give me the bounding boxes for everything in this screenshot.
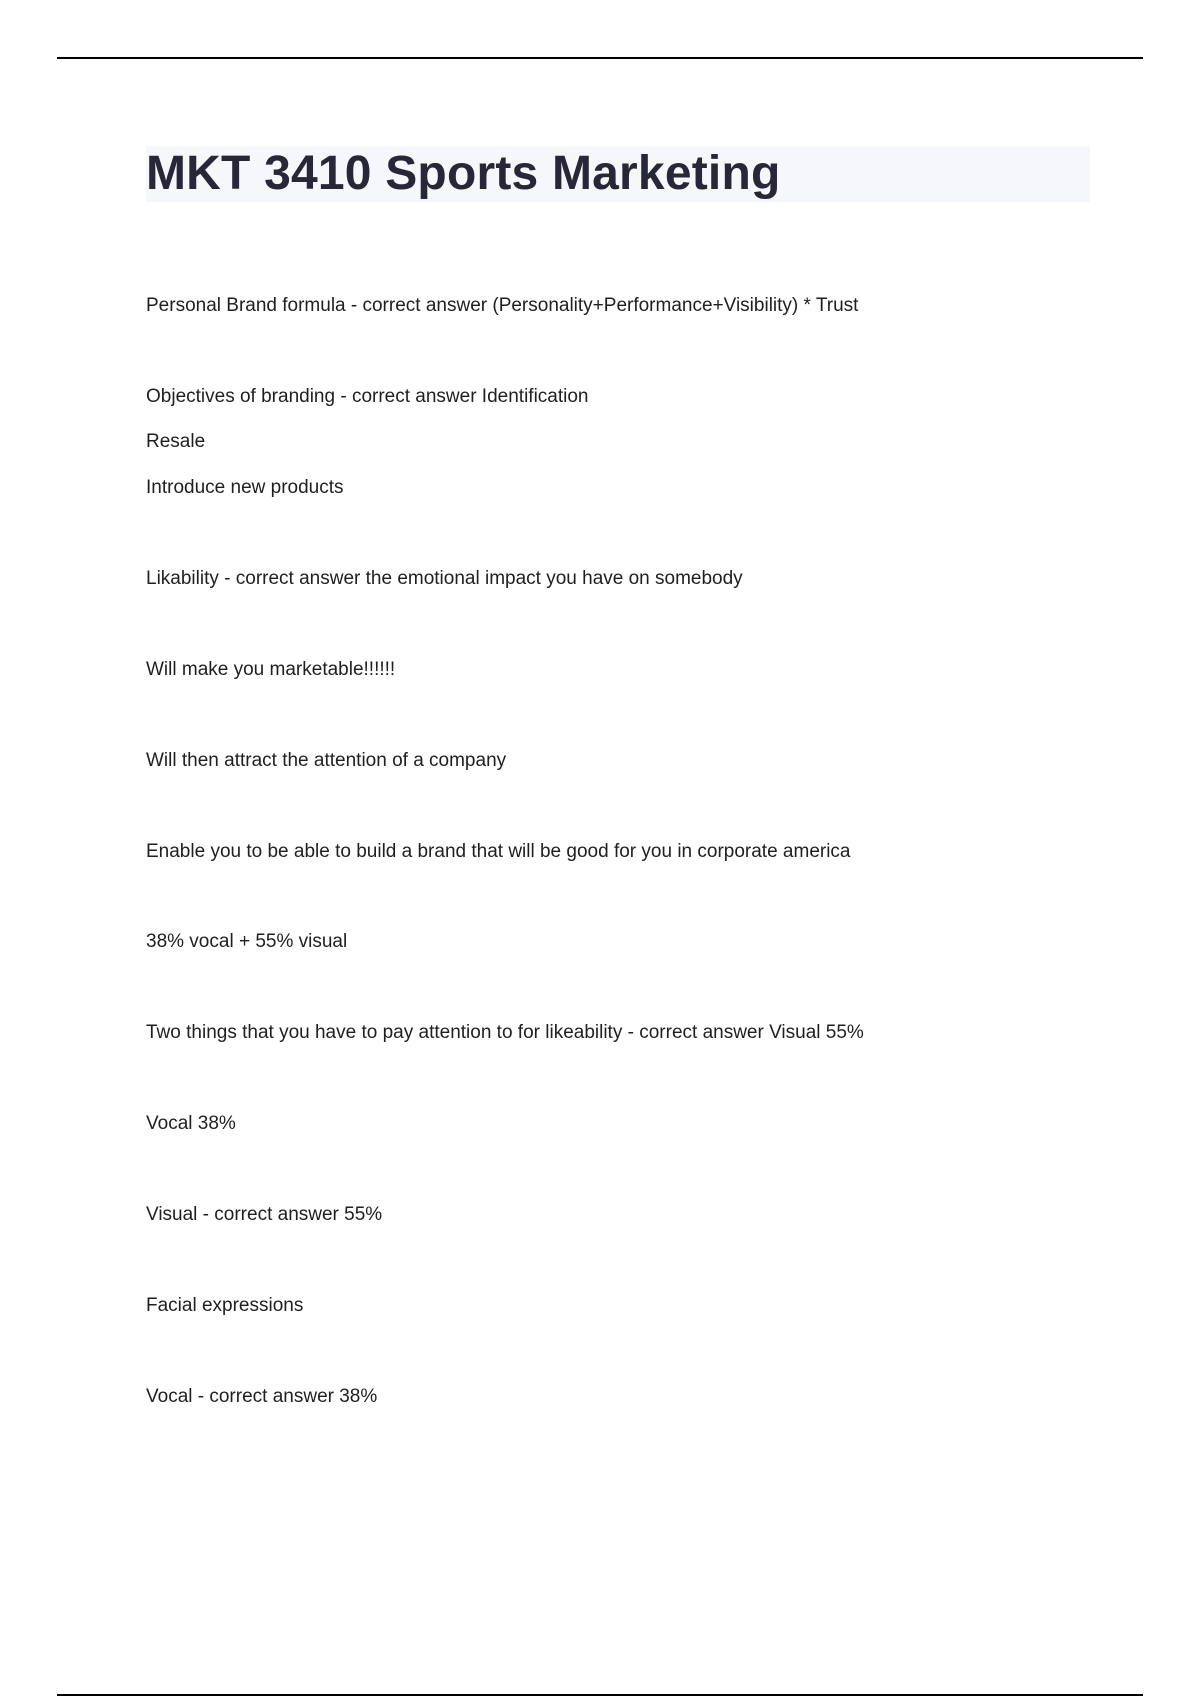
bottom-rule bbox=[57, 1694, 1143, 1696]
document-title: MKT 3410 Sports Marketing bbox=[146, 147, 781, 200]
flashcard-line: Facial expressions bbox=[146, 1295, 304, 1316]
flashcard-line: Visual - correct answer 55% bbox=[146, 1204, 383, 1225]
top-rule bbox=[57, 57, 1143, 59]
flashcard-line: Introduce new products bbox=[146, 477, 344, 498]
flashcard-line: Two things that you have to pay attention to for likeability - correct answer Visual 55% bbox=[146, 1022, 864, 1043]
flashcard-line: Vocal 38% bbox=[146, 1113, 236, 1134]
flashcard-line: Likability - correct answer the emotional impact you have on somebody bbox=[146, 568, 743, 589]
flashcard-line: 38% vocal + 55% visual bbox=[146, 931, 348, 952]
flashcard-line: Will then attract the attention of a company bbox=[146, 750, 507, 771]
flashcard-line: Resale bbox=[146, 431, 206, 452]
flashcard-line: Personal Brand formula - correct answer (Personality+Performance+Visibility) * Trust bbox=[146, 295, 859, 316]
flashcard-line: Enable you to be able to build a brand that will be good for you in corporate america bbox=[146, 841, 851, 862]
flashcard-line: Vocal - correct answer 38% bbox=[146, 1386, 378, 1407]
flashcard-line: Will make you marketable!!!!!! bbox=[146, 659, 396, 680]
flashcard-line: Objectives of branding - correct answer Identification bbox=[146, 386, 589, 407]
